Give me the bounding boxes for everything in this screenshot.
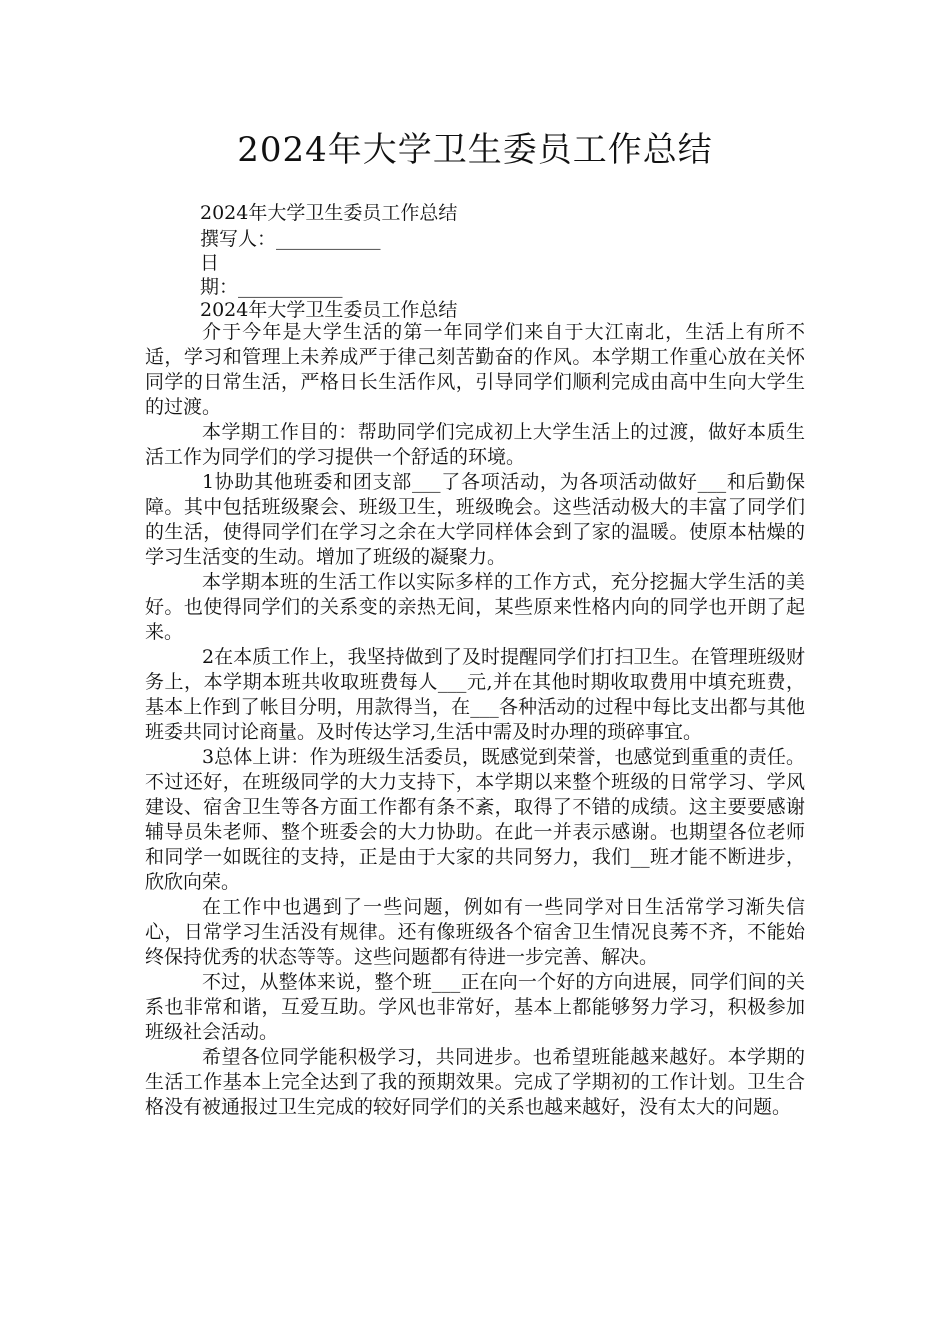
date-value-line: 期：___________ bbox=[200, 276, 343, 298]
document-body bbox=[145, 320, 805, 1120]
paragraph-8: 不过，从整体来说，整个班___正在向一个好的方向进展，同学们间的关系也非常和谐，互爱互助。学风也非常好，基本上都能够努力学习，积极参加班级社会活动。 bbox=[145, 971, 805, 1043]
paragraph-2: 本学期工作目的：帮助同学们完成初上大学生活上的过渡，做好本质生活工作为同学们的学习提供一个舒适的环境。 bbox=[145, 421, 805, 468]
paragraph-7: 在工作中也遇到了一些问题，例如有一些同学对日生活常学习渐失信心，日常学习生活没有规律。还有像班级各个宿舍卫生情况良莠不齐，不能始终保持优秀的状态等等。这些问题都有待进一步完善、解决。 bbox=[145, 896, 805, 968]
document-title: 2024年大学卫生委员工作总结 bbox=[237, 130, 713, 170]
paragraph-3: 1协助其他班委和团支部___了各项活动，为各项活动做好___和后勤保障。其中包括班级聚会、班级卫生，班级晚会。这些活动极大的丰富了同学们的生活，使得同学们在学习之余在大学同样体会到了家的温暖。使原本枯燥的学习生活变的生动。增加了班级的凝聚力。 bbox=[145, 471, 805, 568]
paragraph-6: 3总体上讲：作为班级生活委员，既感觉到荣誉，也感觉到重重的责任。不过还好，在班级同学的大力支持下，本学期以来整个班级的日常学习、学风建设、宿舍卫生等各方面工作都有条不紊，取得了不错的成绩。这主要要感谢辅导员朱老师、整个班委会的大力协助。在此一并表示感谢。也期望各位老师和同学一如既往的支持，正是由于大家的共同努力，我们__班才能不断进步，欣欣向荣。 bbox=[145, 746, 805, 893]
paragraph-4: 本学期本班的生活工作以实际多样的工作方式，充分挖掘大学生活的美好。也使得同学们的关系变的亲热无间，某些原来性格内向的同学也开朗了起来。 bbox=[145, 571, 805, 643]
paragraph-5: 2在本质工作上，我坚持做到了及时提醒同学们打扫卫生。在管理班级财务上，本学期本班共收取班费每人___元,并在其他时期收取费用中填充班费，基本上作到了帐目分明，用款得当，在___各种活动的过程中每比支出都与其他班委共同讨论商量。及时传达学习,生活中需及时办理的琐碎事宜。 bbox=[145, 646, 805, 743]
section-heading: 2024年大学卫生委员工作总结 bbox=[200, 299, 458, 321]
subtitle: 2024年大学卫生委员工作总结 bbox=[200, 202, 458, 224]
paragraph-1: 介于今年是大学生活的第一年同学们来自于大江南北，生活上有所不适，学习和管理上未养成严于律己刻苦勤奋的作风。本学期工作重心放在关怀同学的日常生活，严格日长生活作风，引导同学们顺利完成由高中生向大学生的过渡。 bbox=[145, 321, 805, 418]
author-line: 撰写人：___________ bbox=[200, 228, 381, 250]
date-label-line: 日 bbox=[200, 252, 220, 274]
paragraph-9: 希望各位同学能积极学习，共同进步。也希望班能越来越好。本学期的生活工作基本上完全达到了我的预期效果。完成了学期初的工作计划。卫生合格没有被通报过卫生完成的较好同学们的关系也越来越好，没有太大的问题。 bbox=[145, 1046, 805, 1118]
